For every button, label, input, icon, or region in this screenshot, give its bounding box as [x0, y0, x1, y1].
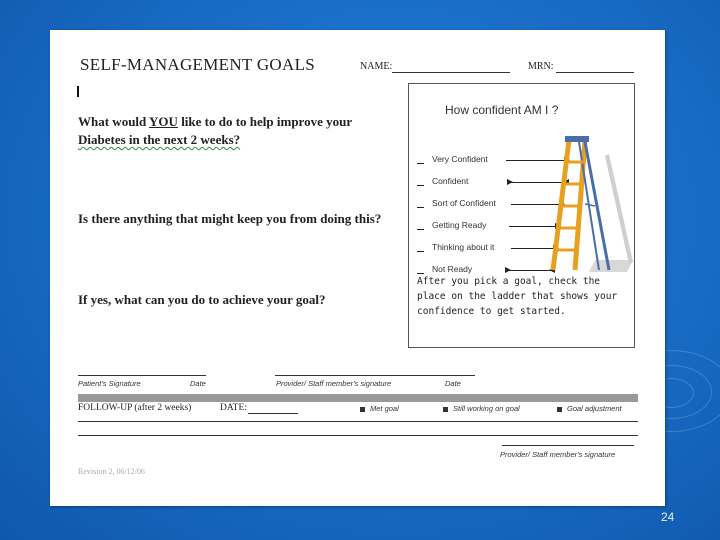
- level-sort-of-confident: Sort of Confident: [432, 198, 496, 208]
- followup-notes-line[interactable]: [78, 435, 638, 436]
- text-cursor: [77, 86, 79, 97]
- question-improve-diabetes: [78, 113, 352, 149]
- question-text: Diabetes in the next 2 weeks?: [78, 132, 241, 147]
- level-not-ready: Not Ready: [432, 264, 473, 274]
- confidence-title: How confident AM I ?: [445, 103, 559, 117]
- provider-signature-label: Provider/ Staff member's signature: [276, 379, 392, 388]
- slide-number: 24: [661, 510, 675, 524]
- question-emphasis: YOU: [149, 114, 178, 129]
- mrn-label: MRN:: [528, 61, 554, 72]
- provider-signature-line[interactable]: [275, 375, 475, 376]
- checkbox-getting-ready[interactable]: [417, 229, 424, 230]
- followup-date-label: DATE:: [220, 403, 247, 413]
- followup-provider-label: Provider/ Staff member's signature: [500, 450, 616, 459]
- checkbox-sort-of-confident[interactable]: [417, 207, 424, 208]
- level-getting-ready: Getting Ready: [432, 220, 487, 230]
- followup-date-field[interactable]: [248, 413, 298, 414]
- level-thinking: Thinking about it: [432, 242, 495, 252]
- option-label: Goal adjustment: [567, 404, 622, 413]
- confidence-box: [408, 83, 635, 348]
- checkbox-very-confident[interactable]: [417, 163, 424, 164]
- checkbox-icon: [557, 407, 562, 412]
- confidence-instructions: After you pick a goal, check the place on the ladder that shows your confidence to get started.: [417, 276, 618, 317]
- ladder-icon: [549, 134, 633, 274]
- patient-signature-label: Patient's Signature: [78, 379, 141, 388]
- form-sheet: [50, 30, 665, 506]
- question-achieve: If yes, what can you do to achieve your goal?: [78, 292, 326, 307]
- checkbox-icon: [443, 407, 448, 412]
- question-text: What would: [78, 114, 150, 129]
- form-title: SELF-MANAGEMENT GOALS: [80, 55, 316, 74]
- followup-label: FOLLOW-UP (after 2 weeks): [78, 403, 192, 413]
- option-goal-adjustment[interactable]: [557, 404, 622, 413]
- date-label: Date: [445, 379, 461, 388]
- question-text: like to do to help improve your: [177, 114, 353, 129]
- followup-notes-line[interactable]: [78, 421, 638, 422]
- followup-provider-signature-line[interactable]: [502, 445, 634, 446]
- name-field[interactable]: [392, 72, 510, 73]
- revision-label: Revision 2, 06/12/06: [78, 467, 145, 476]
- level-confident: Confident: [432, 176, 469, 186]
- checkbox-confident[interactable]: [417, 185, 424, 186]
- name-label: NAME:: [360, 61, 393, 72]
- date-label: Date: [190, 379, 206, 388]
- checkbox-thinking[interactable]: [417, 251, 424, 252]
- option-still-working[interactable]: [443, 404, 520, 413]
- patient-signature-line[interactable]: [78, 375, 206, 376]
- question-barriers: Is there anything that might keep you from doing this?: [78, 211, 382, 226]
- option-label: Still working on goal: [453, 404, 520, 413]
- divider-bar: [78, 394, 638, 402]
- option-met-goal[interactable]: [360, 404, 399, 413]
- arrow-icon: [507, 270, 553, 271]
- option-label: Met goal: [370, 404, 399, 413]
- checkbox-icon: [360, 407, 365, 412]
- mrn-field[interactable]: [556, 72, 634, 73]
- level-very-confident: Very Confident: [432, 154, 488, 164]
